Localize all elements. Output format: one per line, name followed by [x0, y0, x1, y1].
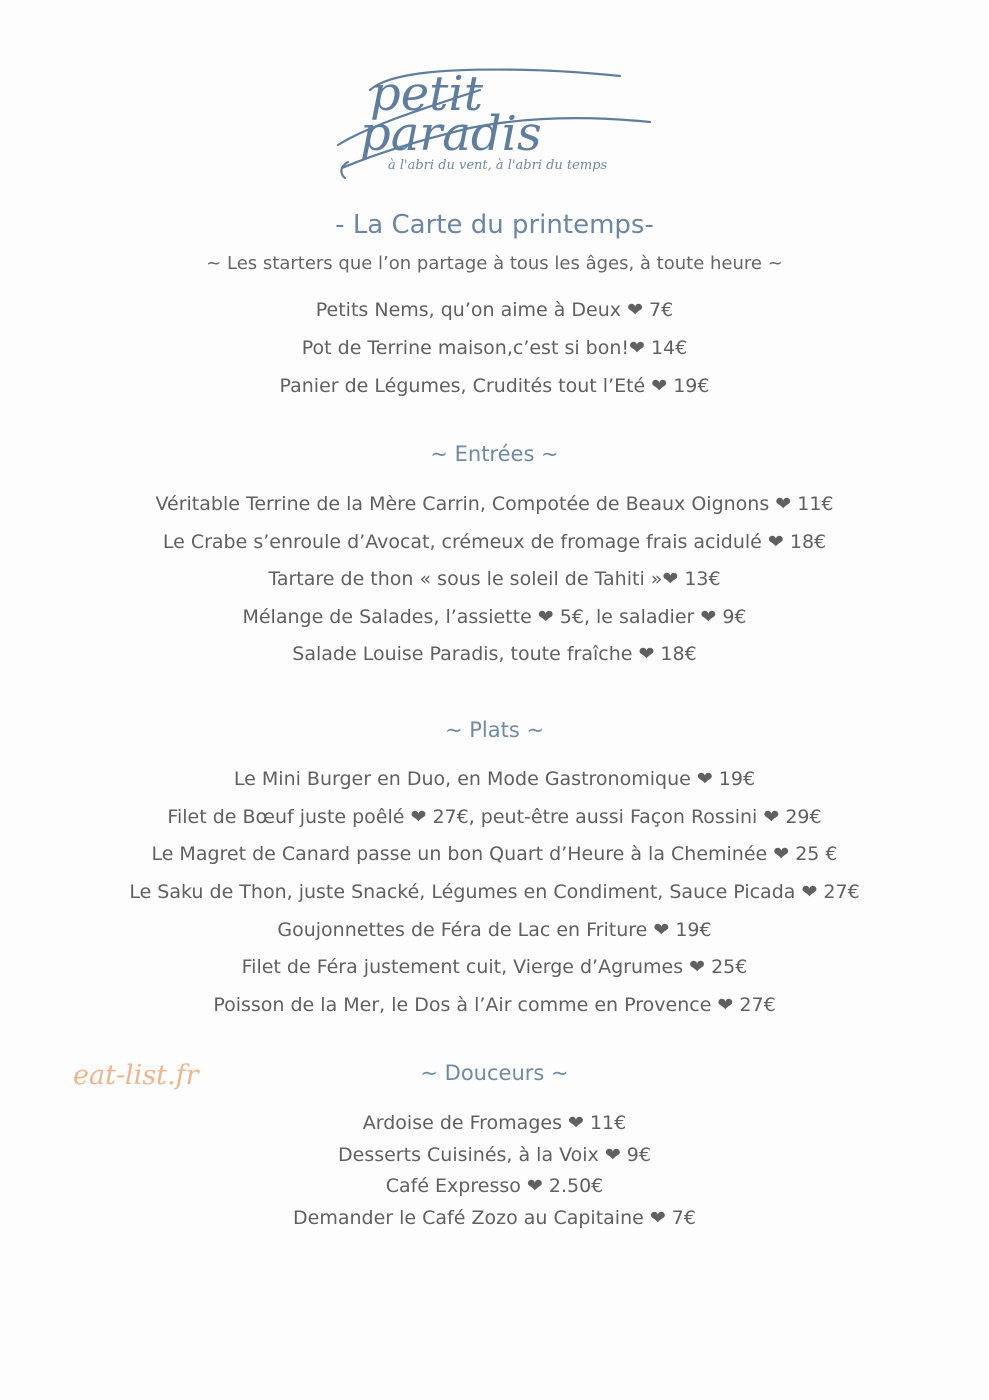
- watermark-text: eat-list.fr: [73, 1060, 199, 1091]
- starters-list: [0, 291, 989, 405]
- section-title-entrees: ~ Entrées ~: [430, 442, 559, 466]
- menu-item: Véritable Terrine de la Mère Carrin, Compotée de Beaux Oignons ❤ 11€: [155, 493, 834, 515]
- menu-item: Le Magret de Canard passe un bon Quart d’Heure à la Cheminée ❤ 25 €: [151, 843, 838, 866]
- restaurant-logo: [330, 50, 660, 190]
- menu-item: Pot de Terrine maison,c’est si bon!❤ 14€: [301, 337, 688, 359]
- starters-subtitle: ~ Les starters que l’on partage à tous les âges, à toute heure ~: [206, 253, 783, 274]
- menu-item: Petits Nems, qu’on aime à Deux ❤ 7€: [315, 299, 674, 321]
- plats-list: [0, 761, 989, 1025]
- menu-item: Café Expresso ❤ 2.50€: [385, 1175, 604, 1197]
- menu-item: Tartare de thon « sous le soleil de Tahiti »❤ 13€: [268, 568, 721, 590]
- menu-item: Ardoise de Fromages ❤ 11€: [362, 1112, 627, 1134]
- menu-item: Mélange de Salades, l’assiette ❤ 5€, le saladier ❤ 9€: [242, 605, 747, 628]
- menu-title: - La Carte du printemps-: [335, 210, 654, 240]
- menu-item: Filet de Féra justement cuit, Vierge d’Agrumes ❤ 25€: [241, 956, 748, 979]
- menu-item: Demander le Café Zozo au Capitaine ❤ 7€: [293, 1206, 696, 1229]
- logo-tagline: à l'abri du vent, à l'abri du temps: [388, 158, 608, 173]
- section-title-douceurs: ~ Douceurs ~: [420, 1061, 569, 1085]
- menu-item: Desserts Cuisinés, à la Voix ❤ 9€: [338, 1143, 651, 1166]
- menu-item: Panier de Légumes, Crudités tout l’Eté ❤ 19€: [279, 375, 710, 397]
- section-title-plats: ~ Plats ~: [444, 718, 545, 742]
- douceurs-list: [0, 1108, 989, 1234]
- menu-item: Filet de Bœuf juste poêlé ❤ 27€, peut-être aussi Façon Rossini ❤ 29€: [167, 805, 822, 828]
- menu-item: Le Crabe s’enroule d’Avocat, crémeux de fromage frais acidulé ❤ 18€: [162, 530, 827, 553]
- logo-line-paradis: paradis: [360, 106, 542, 162]
- menu-item: Poisson de la Mer, le Dos à l’Air comme en Provence ❤ 27€: [213, 994, 776, 1017]
- logo-line-petit: petit: [370, 66, 484, 122]
- menu-item: Le Mini Burger en Duo, en Mode Gastronomique ❤ 19€: [233, 768, 756, 790]
- entrees-list: [0, 486, 989, 674]
- menu-item: Le Saku de Thon, juste Snacké, Légumes en Condiment, Sauce Picada ❤ 27€: [129, 881, 860, 904]
- menu-item: Salade Louise Paradis, toute fraîche ❤ 18€: [292, 643, 697, 665]
- menu-item: Goujonnettes de Féra de Lac en Friture ❤ 19€: [277, 918, 712, 941]
